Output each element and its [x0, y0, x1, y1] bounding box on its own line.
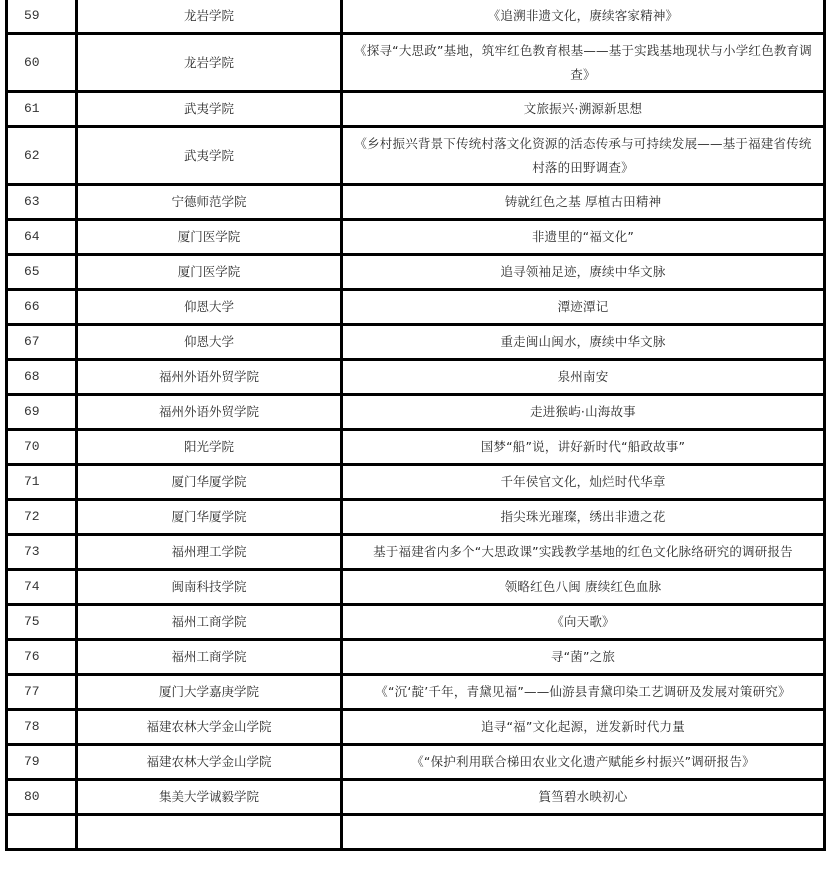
school-name: 福州理工学院: [77, 535, 342, 570]
school-name: 仰恩大学: [77, 290, 342, 325]
project-title: 文旅振兴·溯源新思想: [342, 92, 825, 127]
table-row: [7, 185, 825, 220]
row-number: 71: [7, 465, 77, 500]
table-row: [7, 780, 825, 815]
school-name: 厦门医学院: [77, 220, 342, 255]
table-row: [7, 325, 825, 360]
project-title: 追寻领袖足迹，赓续中华文脉: [342, 255, 825, 290]
project-title: 篔筜碧水映初心: [342, 780, 825, 815]
school-name: 福州工商学院: [77, 605, 342, 640]
project-title: 《“沉‘靛’千年，青黛见福”——仙游县青黛印染工艺调研及发展对策研究》: [342, 675, 825, 710]
row-number: 77: [7, 675, 77, 710]
school-name: [77, 815, 342, 850]
table-row: [7, 220, 825, 255]
table-row: [7, 255, 825, 290]
table-row: [7, 745, 825, 780]
project-title: 《探寻“大思政”基地，筑牢红色教育根基——基于实践基地现状与小学红色教育调查》: [342, 34, 825, 92]
project-title: 寻“菌”之旅: [342, 640, 825, 675]
row-number: [7, 815, 77, 850]
project-title: 《追溯非遗文化，赓续客家精神》: [342, 0, 825, 34]
row-number: 60: [7, 34, 77, 92]
table-row: [7, 570, 825, 605]
awards-table: [5, 0, 826, 851]
row-number: 67: [7, 325, 77, 360]
school-name: 仰恩大学: [77, 325, 342, 360]
row-number: 63: [7, 185, 77, 220]
project-title: [342, 815, 825, 850]
row-number: 80: [7, 780, 77, 815]
table-row: [7, 290, 825, 325]
row-number: 75: [7, 605, 77, 640]
school-name: 福州工商学院: [77, 640, 342, 675]
table-row: [7, 34, 825, 92]
row-number: 66: [7, 290, 77, 325]
table-row: [7, 395, 825, 430]
table-row: [7, 605, 825, 640]
school-name: 厦门大学嘉庚学院: [77, 675, 342, 710]
table-row: [7, 710, 825, 745]
project-title: 非遗里的“福文化”: [342, 220, 825, 255]
project-title: 基于福建省内多个“大思政课”实践教学基地的红色文化脉络研究的调研报告: [342, 535, 825, 570]
row-number: 64: [7, 220, 77, 255]
table-row: [7, 127, 825, 185]
table-row: [7, 0, 825, 34]
table-row: [7, 675, 825, 710]
project-title: 潭迹潭记: [342, 290, 825, 325]
row-number: 76: [7, 640, 77, 675]
school-name: 厦门华厦学院: [77, 500, 342, 535]
project-title: 铸就红色之基 厚植古田精神: [342, 185, 825, 220]
school-name: 厦门华厦学院: [77, 465, 342, 500]
project-title: 国梦“船”说，讲好新时代“船政故事”: [342, 430, 825, 465]
school-name: 闽南科技学院: [77, 570, 342, 605]
school-name: 武夷学院: [77, 127, 342, 185]
project-title: 《向天歌》: [342, 605, 825, 640]
row-number: 68: [7, 360, 77, 395]
school-name: 宁德师范学院: [77, 185, 342, 220]
table-row: [7, 92, 825, 127]
table-row: [7, 430, 825, 465]
school-name: 集美大学诚毅学院: [77, 780, 342, 815]
row-number: 79: [7, 745, 77, 780]
row-number: 73: [7, 535, 77, 570]
row-number: 78: [7, 710, 77, 745]
school-name: 福建农林大学金山学院: [77, 745, 342, 780]
project-title: 指尖珠光璀璨，绣出非遗之花: [342, 500, 825, 535]
table-row: [7, 815, 825, 850]
project-title: 《乡村振兴背景下传统村落文化资源的活态传承与可持续发展——基于福建省传统村落的田野调查》: [342, 127, 825, 185]
row-number: 61: [7, 92, 77, 127]
project-title: 走进猴屿·山海故事: [342, 395, 825, 430]
project-title: 泉州南安: [342, 360, 825, 395]
school-name: 福州外语外贸学院: [77, 360, 342, 395]
row-number: 70: [7, 430, 77, 465]
row-number: 65: [7, 255, 77, 290]
project-title: 《“保护利用联合梯田农业文化遗产赋能乡村振兴”调研报告》: [342, 745, 825, 780]
school-name: 龙岩学院: [77, 0, 342, 34]
table-row: [7, 500, 825, 535]
school-name: 龙岩学院: [77, 34, 342, 92]
school-name: 厦门医学院: [77, 255, 342, 290]
project-title: 领略红色八闽 赓续红色血脉: [342, 570, 825, 605]
row-number: 69: [7, 395, 77, 430]
row-number: 74: [7, 570, 77, 605]
table-row: [7, 535, 825, 570]
school-name: 福建农林大学金山学院: [77, 710, 342, 745]
school-name: 福州外语外贸学院: [77, 395, 342, 430]
project-title: 千年侯官文化，灿烂时代华章: [342, 465, 825, 500]
row-number: 59: [7, 0, 77, 34]
table-row: [7, 640, 825, 675]
school-name: 阳光学院: [77, 430, 342, 465]
project-title: 追寻“福”文化起源，迸发新时代力量: [342, 710, 825, 745]
table-row: [7, 465, 825, 500]
row-number: 72: [7, 500, 77, 535]
row-number: 62: [7, 127, 77, 185]
school-name: 武夷学院: [77, 92, 342, 127]
project-title: 重走闽山闽水，赓续中华文脉: [342, 325, 825, 360]
table-row: [7, 360, 825, 395]
